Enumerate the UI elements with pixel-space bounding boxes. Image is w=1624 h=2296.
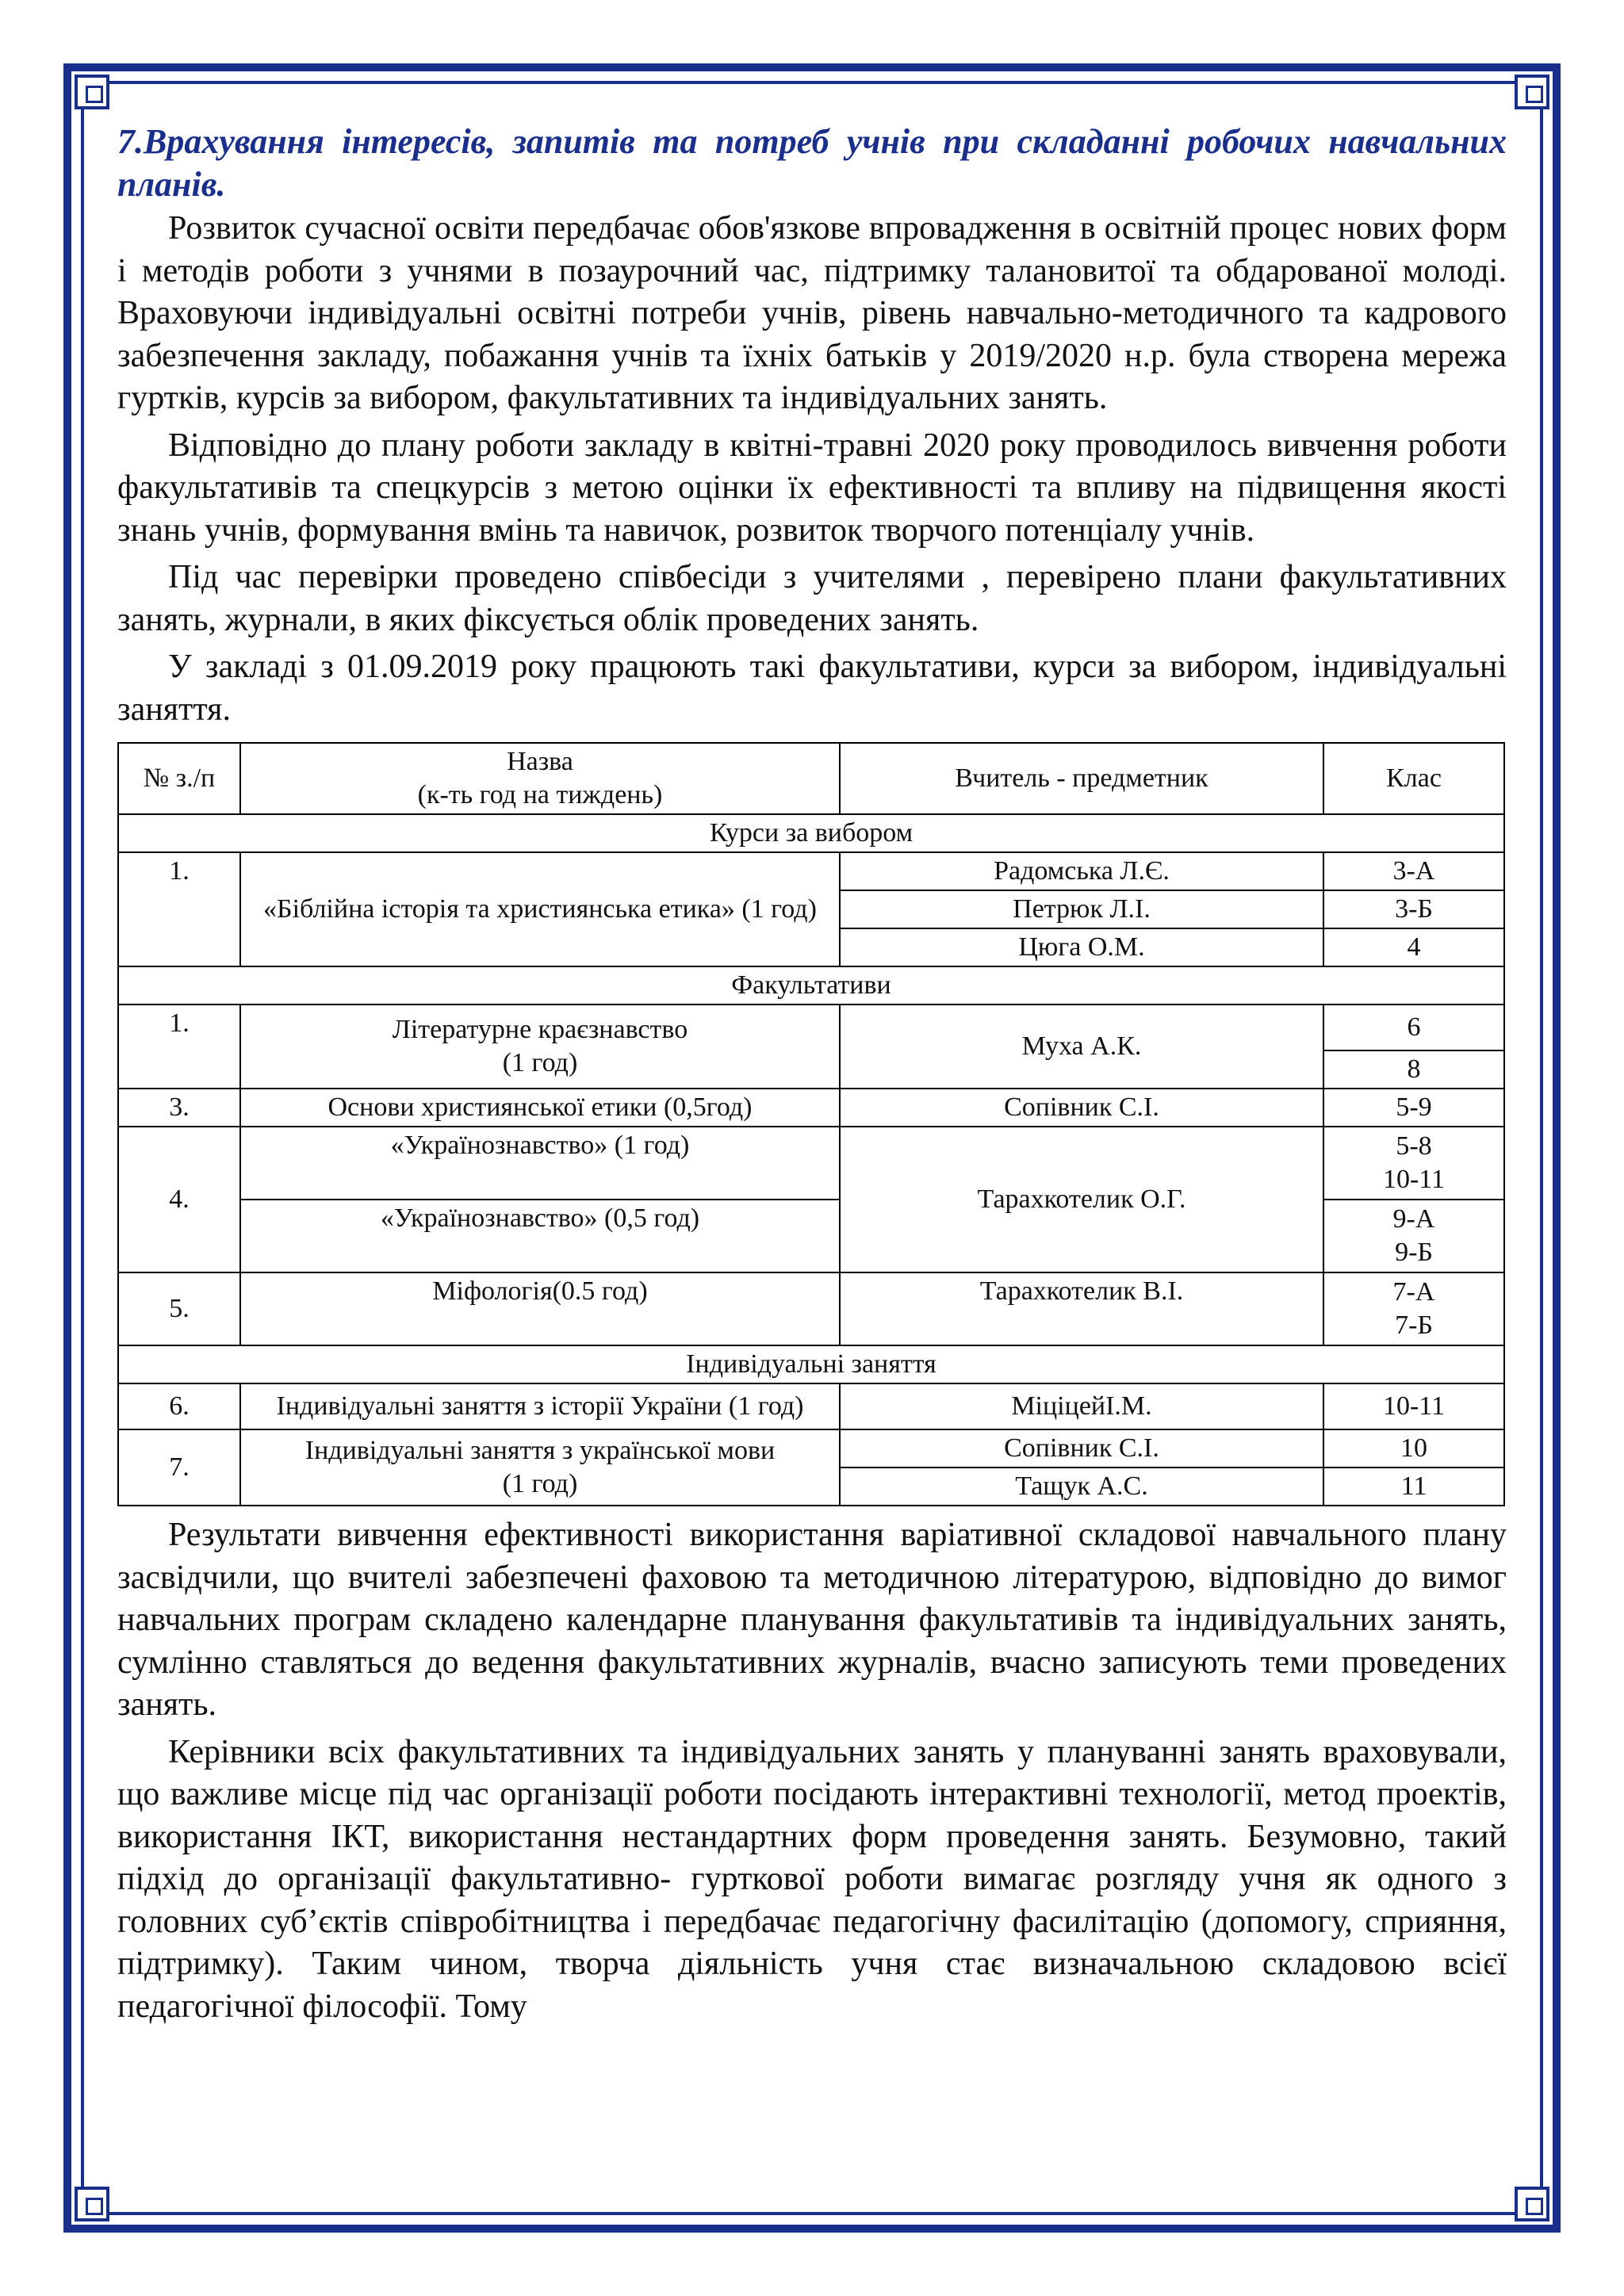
row-class: 3-А [1323, 852, 1504, 890]
table-row [118, 1429, 1504, 1468]
row-name: «Українознавство» (1 год) [240, 1127, 840, 1200]
row-name [240, 1429, 840, 1506]
paragraph-6: Керівники всіх факультативних та індивідуальних занять у плануванні занять враховували, що важливе місце під час організації роботи посідають інтерактивні технології, метод проектів, використання ІКТ, використання нестандартних форм проведення занять. Безумовно, такий підхід до організації факультативно- гурткової роботи вимагає розгляду учня як одного з головних суб’єктів співробітництва і передбачає педагогічну фасилітацію (допомогу, сприяння, підтримку). Таким чином, творча діяльність учня стає визначальною складовою всієї педагогічної філософії. Тому [117, 1733, 1507, 2025]
corner-ornament-top-right [1515, 75, 1549, 109]
row-name [240, 1004, 840, 1089]
header-name [240, 743, 840, 814]
row-name: Індивідуальні заняття з історії України (1 год) [240, 1383, 840, 1429]
row-name-line1: Літературне краєзнавство [392, 1015, 688, 1044]
row-class: 10 [1323, 1429, 1504, 1468]
table-row [118, 1272, 1504, 1345]
row-num: 5. [118, 1272, 240, 1345]
section-title: Індивідуальні заняття [118, 1345, 1504, 1383]
row-class-line: 9-Б [1395, 1238, 1433, 1267]
document-body [117, 121, 1507, 2028]
row-num: 1. [118, 852, 240, 966]
row-class: 4 [1323, 928, 1504, 966]
row-name-line2: (1 год) [502, 1048, 578, 1077]
row-class-line: 7-Б [1395, 1311, 1433, 1340]
row-class [1323, 1272, 1504, 1345]
row-num: 3. [118, 1089, 240, 1127]
row-teacher: Тащук А.С. [840, 1468, 1323, 1506]
row-class-line: 5-8 [1396, 1131, 1432, 1161]
table-row [118, 1089, 1504, 1127]
corner-ornament-bottom-right [1515, 2187, 1549, 2221]
row-teacher: Сопівник С.І. [840, 1429, 1323, 1468]
row-teacher: Муха А.К. [840, 1004, 1323, 1089]
row-name: «Українознавство» (0,5 год) [240, 1200, 840, 1272]
row-class [1323, 1200, 1504, 1272]
row-num: 1. [118, 1004, 240, 1089]
section-row-electives [118, 966, 1504, 1004]
paragraph-5: Результати вивчення ефективності використання варіативної складової навчального плану засвідчили, що вчителі забезпечені фаховою та методичною літературою, відповідно до вимог навчальних програм складено календарне планування факультативів та індивідуальних занять, сумлінно ставляться до ведення факультативних журналів, вчасно записують теми проведених занять. [117, 1517, 1507, 1723]
row-class: 8 [1323, 1050, 1504, 1089]
row-name: Міфологія(0.5 год) [240, 1272, 840, 1345]
section-heading: 7.Врахування інтересів, запитів та потреб учнів при складанні робочих навчальних планів. [117, 122, 1507, 204]
row-name: Основи християнської етики (0,5год) [240, 1089, 840, 1127]
row-class: 11 [1323, 1468, 1504, 1506]
header-teacher: Вчитель - предметник [840, 743, 1323, 814]
row-name: «Біблійна історія та християнська етика» (1 год) [240, 852, 840, 966]
row-name-line2: (1 год) [502, 1469, 578, 1498]
paragraph-3: Під час перевірки проведено співбесіди з учителями , перевірено плани факультативних занять, журнали, в яких фіксується облік проведених занять. [117, 559, 1507, 638]
header-num: № з./п [118, 743, 240, 814]
header-name-line2: (к-ть год на тиждень) [417, 780, 663, 809]
row-class-line: 10-11 [1382, 1165, 1446, 1194]
row-teacher: Радомська Л.Є. [840, 852, 1323, 890]
row-teacher: МіціцейІ.М. [840, 1383, 1323, 1429]
paragraph-2: Відповідно до плану роботи закладу в квітні-травні 2020 року проводилось вивчення роботи факультативів та спецкурсів з метою оцінки їх ефективності та впливу на підвищення якості знань учнів, формування вмінь та навичок, розвиток творчого потенціалу учнів. [117, 427, 1507, 549]
table-row [118, 1383, 1504, 1429]
row-teacher: Тарахкотелик В.І. [840, 1272, 1323, 1345]
table-row [118, 1127, 1504, 1200]
table-row [118, 852, 1504, 890]
header-name-line1: Назва [507, 747, 573, 776]
row-class-line: 7-А [1392, 1277, 1435, 1307]
header-class: Клас [1323, 743, 1504, 814]
row-class: 3-Б [1323, 890, 1504, 928]
paragraph-1: Розвиток сучасної освіти передбачає обов'язкове впровадження в освітній процес нових форм і методів роботи з учнями в позаурочний час, підтримку талановитої та обдарованої молоді. Враховуючи індивідуальні освітні потреби учнів, рівень навчально-методичного та кадрового забезпечення закладу, побажання учнів та їхніх батьків у 2019/2020 н.р. була створена мережа гуртків, курсів за вибором, факультативних та індивідуальних занять. [117, 210, 1507, 416]
row-name-line1: Індивідуальні заняття з української мови [304, 1436, 776, 1465]
row-class: 5-9 [1323, 1089, 1504, 1127]
row-num: 7. [118, 1429, 240, 1506]
row-class-line: 9-А [1392, 1204, 1435, 1234]
row-num: 6. [118, 1383, 240, 1429]
row-teacher: Сопівник С.І. [840, 1089, 1323, 1127]
row-num: 4. [118, 1127, 240, 1272]
row-teacher: Петрюк Л.І. [840, 890, 1323, 928]
row-teacher: Цюга О.М. [840, 928, 1323, 966]
row-teacher: Тарахкотелик О.Г. [840, 1127, 1323, 1272]
section-row-courses [118, 814, 1504, 852]
row-class: 6 [1323, 1004, 1504, 1050]
electives-table [117, 742, 1505, 1506]
corner-ornament-bottom-left [75, 2187, 109, 2221]
section-title: Факультативи [118, 966, 1504, 1004]
row-class [1323, 1127, 1504, 1200]
table-header-row [118, 743, 1504, 814]
table-row [118, 1004, 1504, 1050]
section-row-individual [118, 1345, 1504, 1383]
row-class: 10-11 [1323, 1383, 1504, 1429]
section-title: Курси за вибором [118, 814, 1504, 852]
paragraph-4: У закладі з 01.09.2019 року працюють такі факультативи, курси за вибором, індивідуальні заняття. [117, 649, 1507, 728]
corner-ornament-top-left [75, 75, 109, 109]
